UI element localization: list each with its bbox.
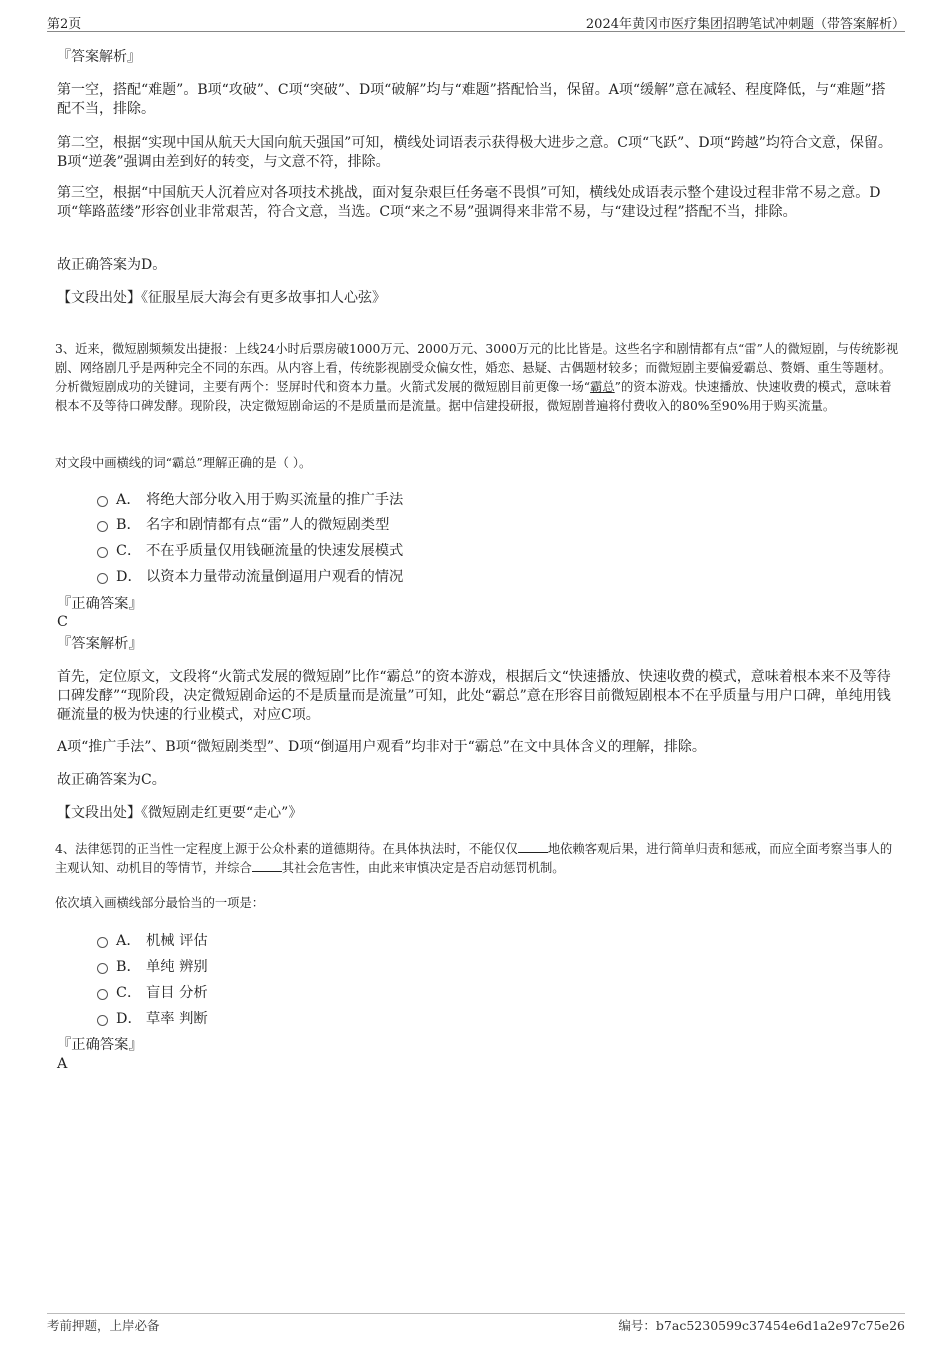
correct-answer: C: [57, 614, 68, 630]
analysis-paragraph-2: 第二空，根据“实现中国从航天大国向航天强国”可知，横线处词语表示获得极大进步之意。C项“飞跃”、D项“跨越”均符合文意，保留。B项“逆袭”强调由差到好的转变，与文意不符，排除。: [57, 135, 892, 170]
conclusion: 故正确答案为C。: [57, 772, 166, 788]
q3-option-c[interactable]: C． 不在乎质量仅用钱砸流量的快速发展模式: [97, 540, 403, 560]
analysis-paragraph-2: A项“推广手法”、B项“微短剧类型”、D项“倒逼用户观看”均非对于“霸总”在文中具体含义的理解，排除。: [57, 739, 706, 755]
blank-2: [252, 859, 282, 872]
correct-answer: A: [57, 1056, 68, 1072]
page-header: [47, 13, 905, 32]
text-source: 【文段出处】《征服星辰大海会有更多故事扣人心弦》: [57, 290, 386, 306]
question-4-prompt: 依次填入画横线部分最恰当的一项是：: [55, 896, 265, 910]
radio-icon[interactable]: [97, 1015, 108, 1026]
q4-option-b[interactable]: B． 单纯 辨别: [97, 956, 208, 976]
document-code: 编号：b7ac5230599c37454e6d1a2e97c75e26: [618, 1318, 905, 1333]
radio-icon[interactable]: [97, 496, 108, 507]
radio-icon[interactable]: [97, 963, 108, 974]
page-number: 第2页: [47, 17, 82, 32]
analysis-label: 『答案解析』: [57, 636, 143, 652]
underlined-word: 霸总: [590, 380, 615, 394]
q3-option-b[interactable]: B． 名字和剧情都有点“雷”人的微短剧类型: [97, 514, 389, 534]
radio-icon[interactable]: [97, 521, 108, 532]
question-4-stem: 4、法律惩罚的正当性一定程度上源于公众朴素的道德期待。在具体执法时，不能仅仅 地依赖客观后果，进行简单归责和惩戒，而应全面考察当事人的主观认知、动机目的等情节，并综合 其社会危害性，由此来审慎决定是否启动惩罚机制。: [55, 842, 893, 875]
q3-option-d[interactable]: D． 以资本力量带动流量倒逼用户观看的情况: [97, 566, 403, 586]
analysis-label: 『答案解析』: [57, 49, 141, 65]
blank-1: [518, 840, 548, 853]
page-footer: [47, 1313, 905, 1333]
question-3-stem: 3、近来，微短剧频频发出捷报：上线24小时后票房破1000万元、2000万元、3000万元的比比皆是。这些名字和剧情都有点“雷”人的微短剧，与传统影视剧、网络剧几乎是两种完全不同的东西。从内容上看，传统影视剧受众偏女性，婚恋、悬疑、古偶题材较多；而微短剧主要偏爱霸总、赘婿、重生等题材。分析微短剧成功的关键词，主要有两个：竖屏时代和资本力量。火箭式发展的微短剧目前更像一场“霸总”的资本游戏。快速播放、快速收费的模式，意味着根本不及等待口碑发酵。现阶段，决定微短剧命运的不是质量而是流量。据中信建投研报，微短剧普遍将付费收入的80%至90%用于购买流量。: [55, 342, 899, 413]
text-source: 【文段出处】《微短剧走红更要“走心”》: [57, 805, 303, 821]
q4-option-d[interactable]: D． 草率 判断: [97, 1008, 208, 1028]
q4-option-c[interactable]: C． 盲目 分析: [97, 982, 208, 1002]
analysis-paragraph-3: 第三空，根据“中国航天人沉着应对各项技术挑战，面对复杂艰巨任务毫不畏惧”可知，横线处成语表示整个建设过程非常不易之意。D项“筚路蓝缕”形容创业非常艰苦，符合文意，当选。C项“来之不易”强调得来非常不易，与“建设过程”搭配不当，排除。: [57, 185, 881, 220]
analysis-paragraph-1: 首先，定位原文，文段将“火箭式发展的微短剧”比作“霸总”的资本游戏，根据后文“快速播放、快速收费的模式，意味着根本来不及等待口碑发酵”“现阶段，决定微短剧命运的不是质量而是流量”可知，此处“霸总”意在形容目前微短剧根本不在乎质量与用户口碑，单纯用钱砸流量的极为快速的行业模式，对应C项。: [57, 669, 891, 723]
correct-answer-label: 『正确答案』: [57, 1037, 143, 1053]
radio-icon[interactable]: [97, 573, 108, 584]
question-3-prompt: 对文段中画横线的词“霸总”理解正确的是（ ）。: [55, 456, 312, 470]
radio-icon[interactable]: [97, 989, 108, 1000]
correct-answer-label: 『正确答案』: [57, 596, 143, 612]
q3-option-a[interactable]: A． 将绝大部分收入用于购买流量的推广手法: [97, 489, 403, 509]
q4-option-a[interactable]: A． 机械 评估: [97, 930, 208, 950]
radio-icon[interactable]: [97, 547, 108, 558]
conclusion: 故正确答案为D。: [57, 257, 167, 273]
radio-icon[interactable]: [97, 937, 108, 948]
analysis-paragraph-1: 第一空，搭配“难题”。B项“攻破”、C项“突破”、D项“破解”均与“难题”搭配恰当，保留。A项“缓解”意在减轻、程度降低，与“难题”搭配不当，排除。: [57, 82, 886, 117]
footer-slogan: 考前押题，上岸必备: [47, 1318, 160, 1333]
document-title: 2024年黄冈市医疗集团招聘笔试冲刺题（带答案解析）: [585, 17, 905, 32]
